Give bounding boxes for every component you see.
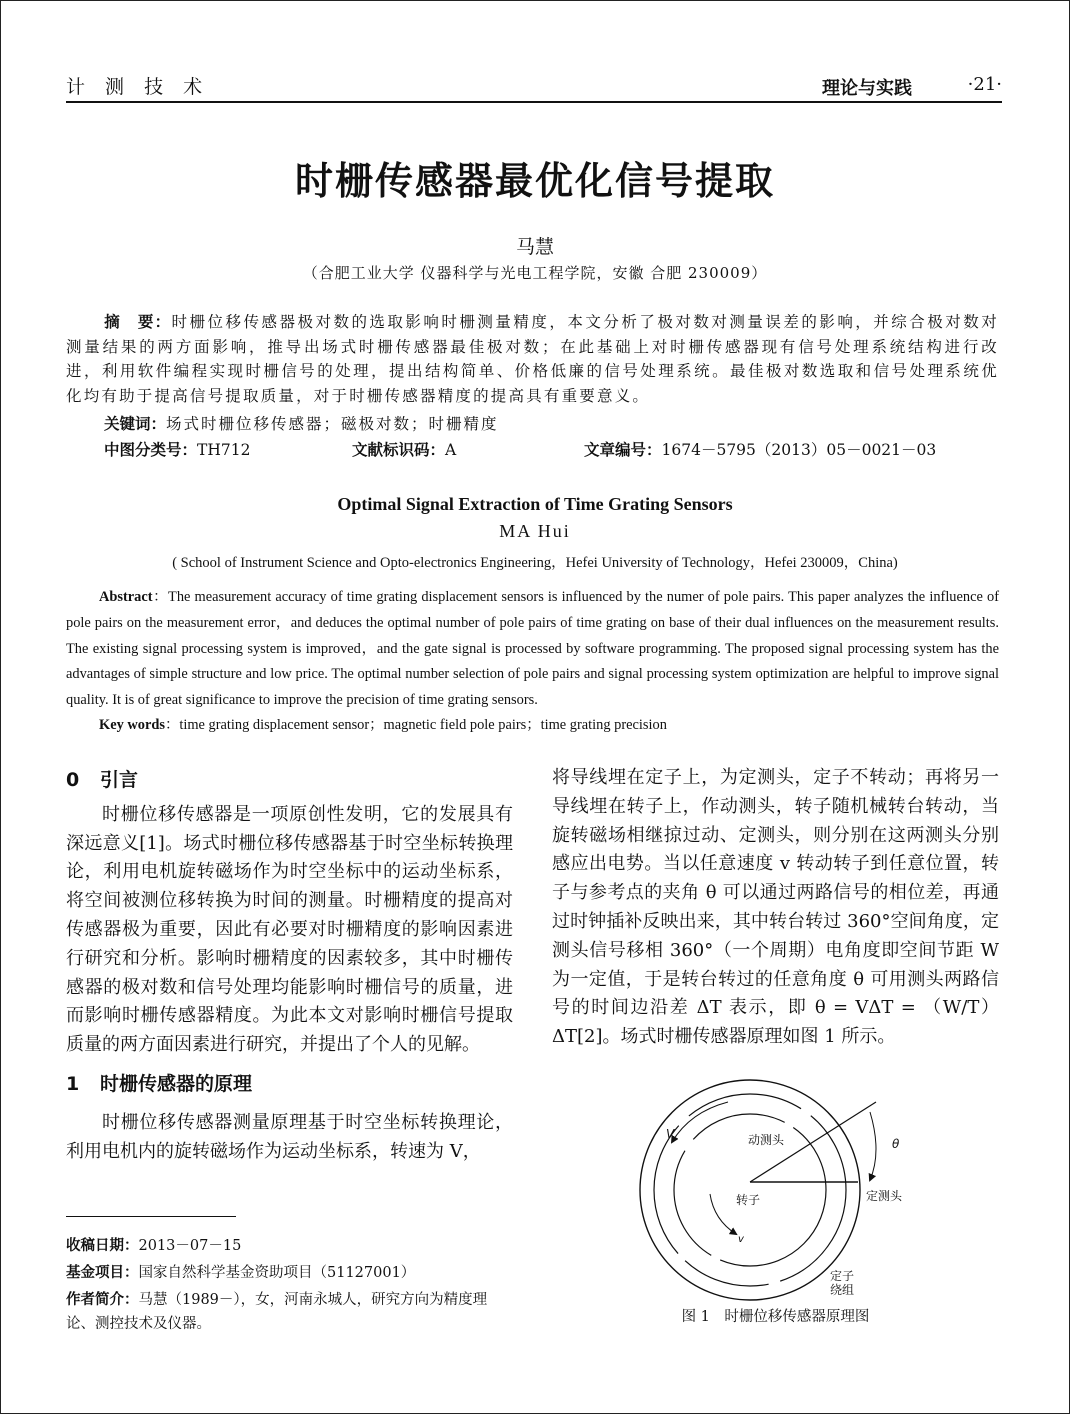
article-label: 文章编号： xyxy=(584,441,662,459)
doc-label: 文献标识码： xyxy=(352,441,446,459)
section-1-heading xyxy=(66,1070,513,1099)
v-label: v xyxy=(738,1234,744,1245)
stator-inner-circle xyxy=(654,1094,846,1286)
stator-label-1: 定子 xyxy=(830,1269,855,1283)
clc-number xyxy=(104,438,250,460)
theta-label: θ xyxy=(892,1137,900,1151)
footnote-rule xyxy=(66,1216,236,1217)
section-0-title: 引言 xyxy=(100,769,139,791)
article-value: 1674－5795（2013）05－0021－03 xyxy=(661,441,937,459)
moving-head-label: 动测头 xyxy=(748,1133,785,1147)
english-keywords-text: ：time grating displacement sensor；magnetic field pole pairs；time grating precision xyxy=(164,717,667,733)
footnote-bio xyxy=(66,1288,516,1336)
english-keywords xyxy=(99,713,667,734)
right-paragraph: 将导线埋在定子上，为定测头，定子不转动；再将另一导线埋在转子上，作动测头，转子随机械转台转动，当旋转磁场相继掠过动、定测头，则分别在这两测头分别感应出电势。当以任意速度 v 转动转子到任意位置，转子与参考点的夹角 θ 可以通过两路信号的相位差，再通过时钟插补反映出来，其中转台转过 360°空间角度，定测头信号移相 360°（一个周期）电角度即空间节距 W 为一定值，于是转台转过的任意角度 θ 可用测头两路信号的时间边沿差 ΔT 表示，即 θ = VΔT = （W/T） ΔT[2]。场式时栅传感器原理如图 1 所示。 xyxy=(552,767,999,1048)
section-0-heading xyxy=(66,766,513,795)
sensor-principle-figure xyxy=(630,1072,903,1304)
abstract-cn-text: 时栅位移传感器极对数的选取影响时栅测量精度，本文分析了极对数对测量误差的影响，并综合极对数对测量结果的两方面影响，推导出场式时栅传感器最佳极对数；在此基础上对时栅传感器现有信号处理系统结构进行改进，利用软件编程实现时栅信号的处理，提出结构简单、价格低廉的信号处理系统。最佳极对数选取和信号处理系统优化均有助于提高信号提取质量，对于时栅传感器精度的提高具有重要意义。 xyxy=(66,313,999,405)
bio-label: 作者简介： xyxy=(66,1292,139,1308)
english-abstract xyxy=(66,585,999,714)
abstract-cn-label: 摘 要： xyxy=(104,313,172,331)
paper-title: 时栅传感器最优化信号提取 xyxy=(294,159,775,203)
english-abstract-label: Abstract xyxy=(99,589,153,605)
section-1-title: 时栅传感器的原理 xyxy=(100,1072,253,1095)
received-label: 收稿日期： xyxy=(66,1238,139,1254)
keywords-cn xyxy=(104,412,499,434)
english-keywords-label: Key words xyxy=(99,717,165,733)
classification-row xyxy=(104,438,1004,462)
running-header xyxy=(66,70,1002,100)
fund-label: 基金项目： xyxy=(66,1265,139,1281)
doc-value: A xyxy=(445,441,457,459)
page-number: ·21· xyxy=(967,74,1002,95)
header-rule xyxy=(66,101,1002,103)
clc-value: TH712 xyxy=(197,441,251,459)
english-affiliation: ( School of Instrument Science and Opto-electronics Engineering，Hefei University of Technology，Hefei 230009，China) xyxy=(172,555,898,571)
theta-arc xyxy=(870,1112,876,1180)
right-column xyxy=(552,764,999,1052)
journal-name: 计 测 技 术 xyxy=(66,76,210,98)
doc-code xyxy=(352,438,456,460)
clc-label: 中图分类号： xyxy=(104,441,198,459)
english-title: Optimal Signal Extraction of Time Grating Sensors xyxy=(337,494,733,514)
stator-label-2: 绕组 xyxy=(830,1283,855,1297)
stator-outer-circle xyxy=(640,1080,860,1300)
english-author: MA Hui xyxy=(499,521,571,541)
rotor-label: 转子 xyxy=(736,1193,761,1207)
footnote-received xyxy=(66,1234,516,1258)
article-number xyxy=(584,438,936,460)
bio-value: 马慧（1989－），女，河南永城人，研究方向为精度理论、测控技术及仪器。 xyxy=(66,1292,488,1332)
left-column xyxy=(66,766,513,1166)
section-1-number: 1 xyxy=(66,1072,80,1095)
figure-caption: 图 1 时栅位移传感器原理图 xyxy=(681,1309,870,1325)
english-abstract-text: ：The measurement accuracy of time grating displacement sensors is influenced by the numer of pole pairs. This paper analyzes the influence of pole pairs on the measurement error，and deduces the optimal number of pole pairs of time grating on base of their dual influences on the measurement results. The existing signal processing system is improved，and the gate signal is processed by software programming. The proposed signal processing system has the advantages of simple structure and low price. The optimal number selection of pole pairs and signal processing system optimization are helpful to improve signal quality. It is of great significance to improve the precision of time grating sensors. xyxy=(66,589,999,709)
footnote-fund xyxy=(66,1261,516,1285)
fund-value: 国家自然科学基金资助项目（51127001） xyxy=(138,1265,416,1281)
fixed-head-label: 定测头 xyxy=(866,1189,903,1203)
affiliation: （合肥工业大学 仪器科学与光电工程学院，安徽 合肥 230009） xyxy=(302,264,768,282)
v-arrow xyxy=(710,1194,736,1234)
abstract-cn xyxy=(66,310,999,408)
section-name: 理论与实践 xyxy=(822,78,912,99)
section-1-paragraph: 时栅位移传感器测量原理基于时空坐标转换理论，利用电机内的旋转磁场作为运动坐标系，转速为 V， xyxy=(66,1111,513,1162)
section-0-number: 0 xyxy=(66,769,80,791)
V-label: V xyxy=(666,1127,675,1141)
received-value: 2013－07－15 xyxy=(138,1238,242,1254)
section-0-paragraph: 时栅位移传感器是一项原创性发明，它的发展具有深远意义[1]。场式时栅位移传感器基于时空坐标转换理论，利用电机旋转磁场作为时空坐标中的运动坐标系，将空间被测位移转换为时间的测量。时栅精度的提高对传感器极为重要，因此有必要对时栅精度的影响因素进行研究和分析。影响时栅精度的因素较多，其中时栅传感器的极对数和信号处理均能影响时栅信号的质量，进而影响时栅传感器精度。为此本文对影响时栅信号提取质量的两方面因素进行研究，并提出了个人的见解。 xyxy=(66,803,513,1056)
keywords-cn-text: 场式时栅位移传感器；磁极对数；时栅精度 xyxy=(166,415,499,433)
keywords-cn-label: 关键词： xyxy=(104,415,167,433)
author-name: 马慧 xyxy=(515,236,554,258)
